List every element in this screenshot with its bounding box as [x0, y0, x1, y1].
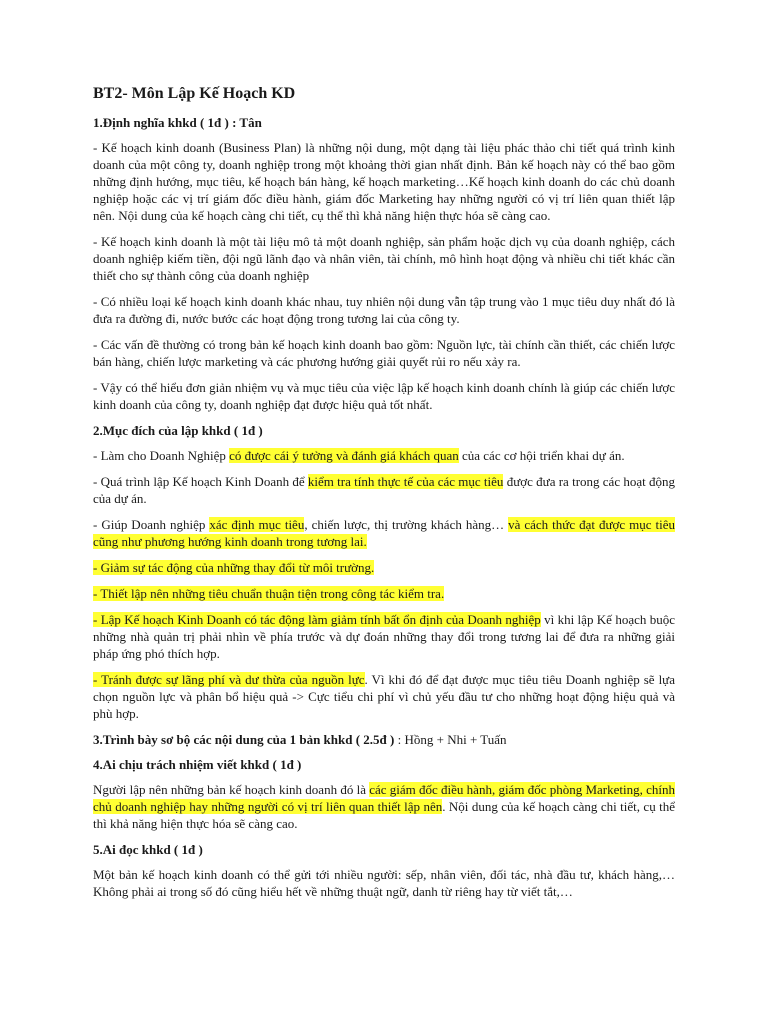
- highlighted-text: xác định mục tiêu: [209, 517, 305, 532]
- section-2-bullet-4: [93, 559, 675, 576]
- text-run: của các cơ hội triển khai dự án.: [458, 448, 625, 463]
- section-4-paragraph: [93, 781, 675, 832]
- text-run: được đưa ra trong các hoạt động của dự án.: [93, 474, 675, 506]
- section-2-bullet-7: [93, 671, 675, 722]
- document-page: [93, 84, 675, 909]
- section-4-heading: 4.Ai chịu trách nhiệm viết khkd ( 1đ ): [93, 757, 302, 772]
- highlighted-text: kiểm tra tính thực tế của các mục tiêu: [307, 474, 504, 489]
- highlighted-text: -: [93, 612, 101, 627]
- section-3-assignees: : Hồng + Nhi + Tuấn: [394, 732, 507, 747]
- highlighted-text: và cách thức đạt được mục tiêu cũng như phương hướng kinh doanh trong tương lai.: [93, 517, 675, 549]
- section-2-bullet-3: [93, 516, 675, 550]
- document-title: BT2- Môn Lập Kế Hoạch KD: [93, 85, 296, 102]
- section-2-bullet-5: [93, 585, 675, 602]
- text-run: , chiến lược, thị trường khách hàng…: [304, 517, 509, 532]
- section-1-paragraph-2: - Kế hoạch kinh doanh là một tài liệu mô tả một doanh nghiệp, sản phẩm hoặc dịch vụ của doanh nghiệp, cách doanh nghiệp kiếm tiền, đội ngũ lãnh đạo và nhân viên, tài chính, mô hình hoạt động và nhiều chi tiết khác cần thiết cho sự thành công của doanh nghiệp: [93, 234, 675, 283]
- section-1-paragraph-5: - Vậy có thể hiểu đơn giản nhiệm vụ và mục tiêu của việc lập kế hoạch kinh doanh chính là giúp các chiến lược kinh doanh của công ty, doanh nghiệp đạt được hiệu quả tốt nhất.: [93, 380, 675, 412]
- section-3-heading: [93, 731, 675, 748]
- highlighted-text: Lập Kế hoạch Kinh Doanh có tác động làm giảm tính bất ổn định của Doanh nghiệp: [100, 612, 541, 627]
- highlighted-text: Tránh được sự lãng phí và dư thừa của nguồn lực: [101, 672, 365, 687]
- text-run: . Nội dung của kế hoạch càng chi tiết, cụ thể thì khả năng hiện thực hóa sẽ càng cao.: [93, 799, 675, 831]
- text-run: . Vì khi đó để đạt được mục tiêu tiêu Doanh nghiệp sẽ lựa chọn nguồn lực và phân bổ hiệu quả -> Cực tiểu chi phí vì chủ yếu đầu tư cho những hoạt động hiệu quả và phù hợp.: [93, 672, 675, 721]
- section-1-heading: 1.Định nghĩa khkd ( 1đ ) : Tân: [93, 115, 262, 130]
- section-1-paragraph-1: - Kế hoạch kinh doanh (Business Plan) là những nội dung, một dạng tài liệu phác thảo chi tiết quá trình kinh doanh của một công ty, doanh nghiệp trong một khoảng thời gian nhất định. Bản kế hoạch này có thể bao gồm những định hướng, mục tiêu, kế hoạch bán hàng, kế hoạch marketing…Kế hoạch kinh doanh do các chủ doanh nghiệp hoặc các vị trí giám đốc điều hành, giám đốc Marketing hay những người có vị trí liên quan thiết lập nên. Nội dung của kế hoạch càng chi tiết, cụ thể thì khả năng hiện thực hóa sẽ càng cao.: [93, 140, 675, 223]
- section-2-bullet-6: [93, 611, 675, 662]
- text-run: vì khi lập Kế hoạch buộc những nhà quản trị phải nhìn về phía trước và dự đoán những thay đổi trong tương lai để đưa ra những giải pháp ứng phó thích hợp.: [93, 612, 675, 661]
- section-5-heading: 5.Ai đọc khkd ( 1đ ): [93, 842, 203, 857]
- section-3-title: 3.Trình bày sơ bộ các nội dung của 1 bản khkd ( 2.5đ ): [93, 732, 395, 747]
- highlighted-text: các giám đốc điều hành, giám đốc phòng Marketing, chính chủ doanh nghiệp hay những người có vị trí liên quan thiết lập nên: [93, 782, 675, 814]
- text-run: Người lập nên những bản kế hoạch kinh doanh đó là: [93, 782, 370, 797]
- section-5-paragraph: Một bản kế hoạch kinh doanh có thể gửi tới nhiều người: sếp, nhân viên, đối tác, nhà đầu tư, khách hàng,… Không phải ai trong số đó cũng hiểu hết về những thuật ngữ, danh từ riêng hay từ viết tắt,…: [93, 867, 675, 899]
- section-2-bullet-2: [93, 473, 675, 507]
- highlighted-text: có được cái ý tưởng và đánh giá khách quan: [229, 448, 459, 463]
- text-run: - Quá trình lập Kế hoạch Kinh Doanh để: [93, 474, 308, 489]
- section-2-heading: 2.Mục đích của lập khkd ( 1đ ): [93, 423, 263, 438]
- text-run: - Làm cho Doanh Nghiệp: [93, 448, 230, 463]
- section-1-paragraph-4: - Các vấn đề thường có trong bản kế hoạch kinh doanh bao gồm: Nguồn lực, tài chính cần thiết, các chiến lược bán hàng, chiến lược marketing và các phương hướng giải quyết rủi ro nếu xảy ra.: [93, 337, 675, 369]
- highlighted-text: -: [93, 672, 102, 687]
- text-run: - Giúp Doanh nghiệp: [93, 517, 210, 532]
- highlighted-text: - Giảm sự tác động của những thay đổi từ môi trường.: [93, 560, 375, 575]
- section-2-bullet-1: [93, 447, 675, 464]
- highlighted-text: - Thiết lập nên những tiêu chuẩn thuận tiện trong công tác kiểm tra.: [93, 586, 445, 601]
- section-1-paragraph-3: - Có nhiều loại kế hoạch kinh doanh khác nhau, tuy nhiên nội dung vẫn tập trung vào 1 mục tiêu duy nhất đó là đưa ra đường đi, nước bước các hoạt động trong tương lai của công ty.: [93, 294, 675, 326]
